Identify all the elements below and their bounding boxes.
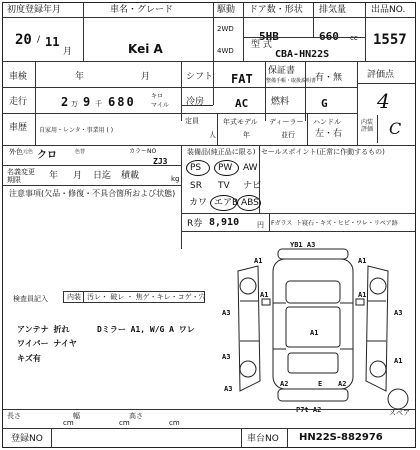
chassis-value: HN22S-882976	[299, 432, 383, 443]
inspection-label: 車検	[9, 72, 28, 82]
fuel-value: G	[321, 97, 328, 110]
interior-eval-value: C	[389, 119, 402, 138]
f-glass-label: Fガラス	[271, 220, 293, 227]
mileage-digit1: 2	[61, 95, 69, 109]
svg-text:A3: A3	[222, 309, 231, 317]
width-unit: cm	[119, 419, 130, 427]
svg-text:A3: A3	[222, 353, 231, 361]
exterior-color-label: 外色	[9, 148, 23, 156]
svg-text:A1: A1	[310, 329, 319, 337]
r-ticket-label: R券	[187, 219, 203, 229]
svg-text:A3: A3	[394, 309, 403, 317]
equip-navi: ナビ	[243, 181, 262, 191]
remark-1: アンテナ 折れ	[17, 325, 70, 334]
damage-marks	[222, 241, 402, 414]
name-grade-label: 車名・グレード	[110, 5, 174, 15]
mileage-rest: 680	[108, 95, 136, 109]
equip-abs: ABS	[241, 198, 259, 208]
mileage-label: 走行	[9, 97, 28, 107]
equip-airbag: エアB	[214, 198, 239, 208]
svg-text:A2: A2	[280, 380, 289, 388]
svg-text:A1: A1	[260, 291, 269, 299]
equip-sr: SR	[190, 181, 202, 191]
lot-label: 出品NO.	[371, 5, 406, 15]
history-options: 自家用・レンタ・事業用 ( )	[39, 127, 114, 134]
svg-text:A3: A3	[224, 385, 233, 393]
inspection-month: 月	[141, 72, 151, 82]
doors-value: 5HB	[259, 30, 279, 43]
svg-text:A1: A1	[254, 257, 263, 265]
svg-text:P7t A2: P7t A2	[296, 406, 322, 414]
capacity-unit: 人	[209, 131, 216, 139]
model-year-value: 年	[243, 131, 250, 139]
equipment-title: 装備品(純正品に限る)	[187, 148, 256, 156]
model-value: CBA-HN22S	[275, 49, 330, 60]
reg-year: 20	[15, 32, 32, 48]
mileage-digit2: 9	[83, 95, 91, 109]
model-year-label: 年式モデル	[223, 118, 258, 126]
exterior-color-value: クロ	[37, 150, 57, 161]
color-changed-sub: 色替	[75, 149, 86, 155]
caution-label: 注意事項(欠品・修復・不具合箇所および状態)	[9, 189, 176, 198]
width-label: 幅	[73, 412, 80, 420]
fuel-label: 燃料	[271, 97, 290, 107]
name-change-day: 日迄	[93, 171, 112, 181]
ac-value: AC	[235, 97, 249, 110]
displacement-label: 排気量	[319, 5, 347, 15]
equip-airbag-circle	[210, 195, 237, 211]
drive-label: 駆動	[217, 5, 236, 15]
loading-label: 積載	[121, 171, 140, 181]
equip-aw: AW	[243, 163, 258, 173]
f-glass-note: ト寝石・キズ・ヒビ・ワレ・リペア跡	[296, 220, 398, 227]
interior-cond-options: 汚レ・ 破レ ・ 焦ゲ・キレ・コゲ・穴	[87, 293, 206, 301]
interior-cond-label: 内装	[67, 293, 81, 301]
capacity-label: 定員	[185, 117, 199, 125]
displacement-value: 660	[319, 30, 339, 43]
shift-value: FAT	[231, 72, 253, 86]
exterior-original-sub: 元色	[23, 149, 34, 155]
length-unit: cm	[63, 419, 74, 427]
shift-label: シフト	[186, 72, 214, 82]
svg-text:E: E	[318, 380, 323, 388]
r-ticket-unit: 円	[257, 221, 264, 229]
reg-month: 11	[45, 35, 60, 49]
svg-text:A1: A1	[358, 257, 367, 265]
length-label: 長さ	[7, 412, 21, 420]
equip-tv: TV	[218, 181, 230, 191]
mark-front: YB1 A3	[290, 241, 316, 249]
mileage-unit-mile: マイル	[151, 102, 169, 109]
car-damage-diagram	[218, 241, 413, 416]
model-label: 型 式	[251, 40, 272, 50]
warranty-sub: 整備手帳・取扱説明書	[266, 78, 317, 84]
remark-2: Dミラー A1, W/G A ワレ	[97, 325, 195, 334]
handle-value: 左・右	[315, 129, 343, 139]
ac-label: 冷房	[186, 97, 205, 107]
chassis-label: 車台NO	[247, 434, 279, 444]
equip-pw: PW	[218, 163, 233, 173]
score-value: 4	[377, 89, 390, 113]
dealer-label: ディーラー	[269, 118, 304, 126]
spare-label: スペア	[389, 409, 410, 417]
name-change-year: 年	[49, 171, 59, 181]
auction-sheet: 初度登録年月 車名・グレード 駆動 ドア数・形状 排気量 出品NO. 20 / 11 月 Kei A 2WD 4WD 5HB 660 cc 型 式 CBA-HN22S 1557 車検 年 月 シフト FAT 保証書 整備手帳・取扱説明書 有・無 評価点 4 走行 2 万 9 千 680 キロ マイル 冷房 AC 燃料 G 車歴 自家用・レンタ・事業用 ( ) 定員 人 年式モデル 年 ディーラー 並行 ハンドル 左・右 内装評価 C 外色 元色 クロ 色替 カラーNO ZJ3 名義変更期限 年 月 日迄 積載 kg 注意事項(欠品・修復・不具合箇所および状態) 装備品(純正品に限る) セールスポイント(正常に作動するもの) PS PW AW SR TV ナビ カワ エアB ABS R券 8,910 円 Fガラス ト寝石・キズ・ヒビ・ワレ・リペア跡 検査員記入 内装 汚レ・ 破レ ・ 焦ゲ・キレ・コゲ・穴 アンテナ 折れ Dミラー A1, W/G A ワレ ワイパー ナイヤ キズ有 YB1 A3 A1 A1 A3 A1 A1 A3 A1 A3 A1 A2 E A2 A3 P7t A2 スペア 長さ cm 幅 cm 高さ cm 登録NO 車台NO HN22S-882976	[2, 2, 416, 448]
name-change-label: 名義変更期限	[7, 168, 35, 184]
color-no-label: カラーNO	[129, 148, 157, 155]
r-ticket-value: 8,910	[209, 217, 240, 228]
height-unit: cm	[169, 419, 180, 427]
warranty-value: 有・無	[315, 73, 343, 83]
reg-no-label: 登録NO	[11, 434, 43, 444]
doors-label: ドア数・形状	[249, 5, 303, 15]
svg-text:A1: A1	[358, 291, 367, 299]
equip-ps-circle	[186, 160, 210, 176]
lot-value: 1557	[373, 32, 407, 48]
equip-abs-circle	[237, 195, 261, 211]
selling-points-label: セールスポイント(正常に作動するもの)	[261, 148, 385, 156]
mileage-unit2: 千	[95, 100, 102, 108]
history-label: 車歴	[9, 123, 28, 133]
mileage-unit1: 万	[71, 100, 78, 108]
displacement-unit: cc	[350, 34, 358, 42]
mileage-unit-km: キロ	[151, 93, 164, 100]
loading-unit: kg	[171, 175, 180, 183]
equip-pw-circle	[214, 160, 239, 176]
drive-2wd: 2WD	[217, 25, 234, 33]
equip-ps: PS	[190, 163, 202, 173]
color-no-value: ZJ3	[153, 157, 168, 166]
handle-label: ハンドル	[313, 118, 341, 126]
warranty-label: 保証書	[268, 66, 296, 76]
height-label: 高さ	[129, 412, 143, 420]
drive-4wd: 4WD	[217, 47, 234, 55]
name-change-month: 月	[73, 171, 83, 181]
score-label: 評価点	[367, 70, 395, 80]
interior-eval-label: 内装評価	[361, 119, 374, 133]
svg-text:A2: A2	[338, 380, 347, 388]
inspector-label: 検査員記入	[13, 295, 48, 303]
dealer-value: 並行	[281, 131, 295, 139]
first-reg-label: 初度登録年月	[7, 5, 62, 15]
reg-month-unit: 月	[63, 47, 73, 57]
svg-text:A1: A1	[394, 357, 403, 365]
car-name: Kei A	[128, 42, 163, 56]
remark-3: ワイパー ナイヤ	[17, 339, 77, 348]
remark-4: キズ有	[17, 354, 41, 363]
inspection-year: 年	[75, 72, 85, 82]
equip-leather: カワ	[189, 198, 208, 208]
